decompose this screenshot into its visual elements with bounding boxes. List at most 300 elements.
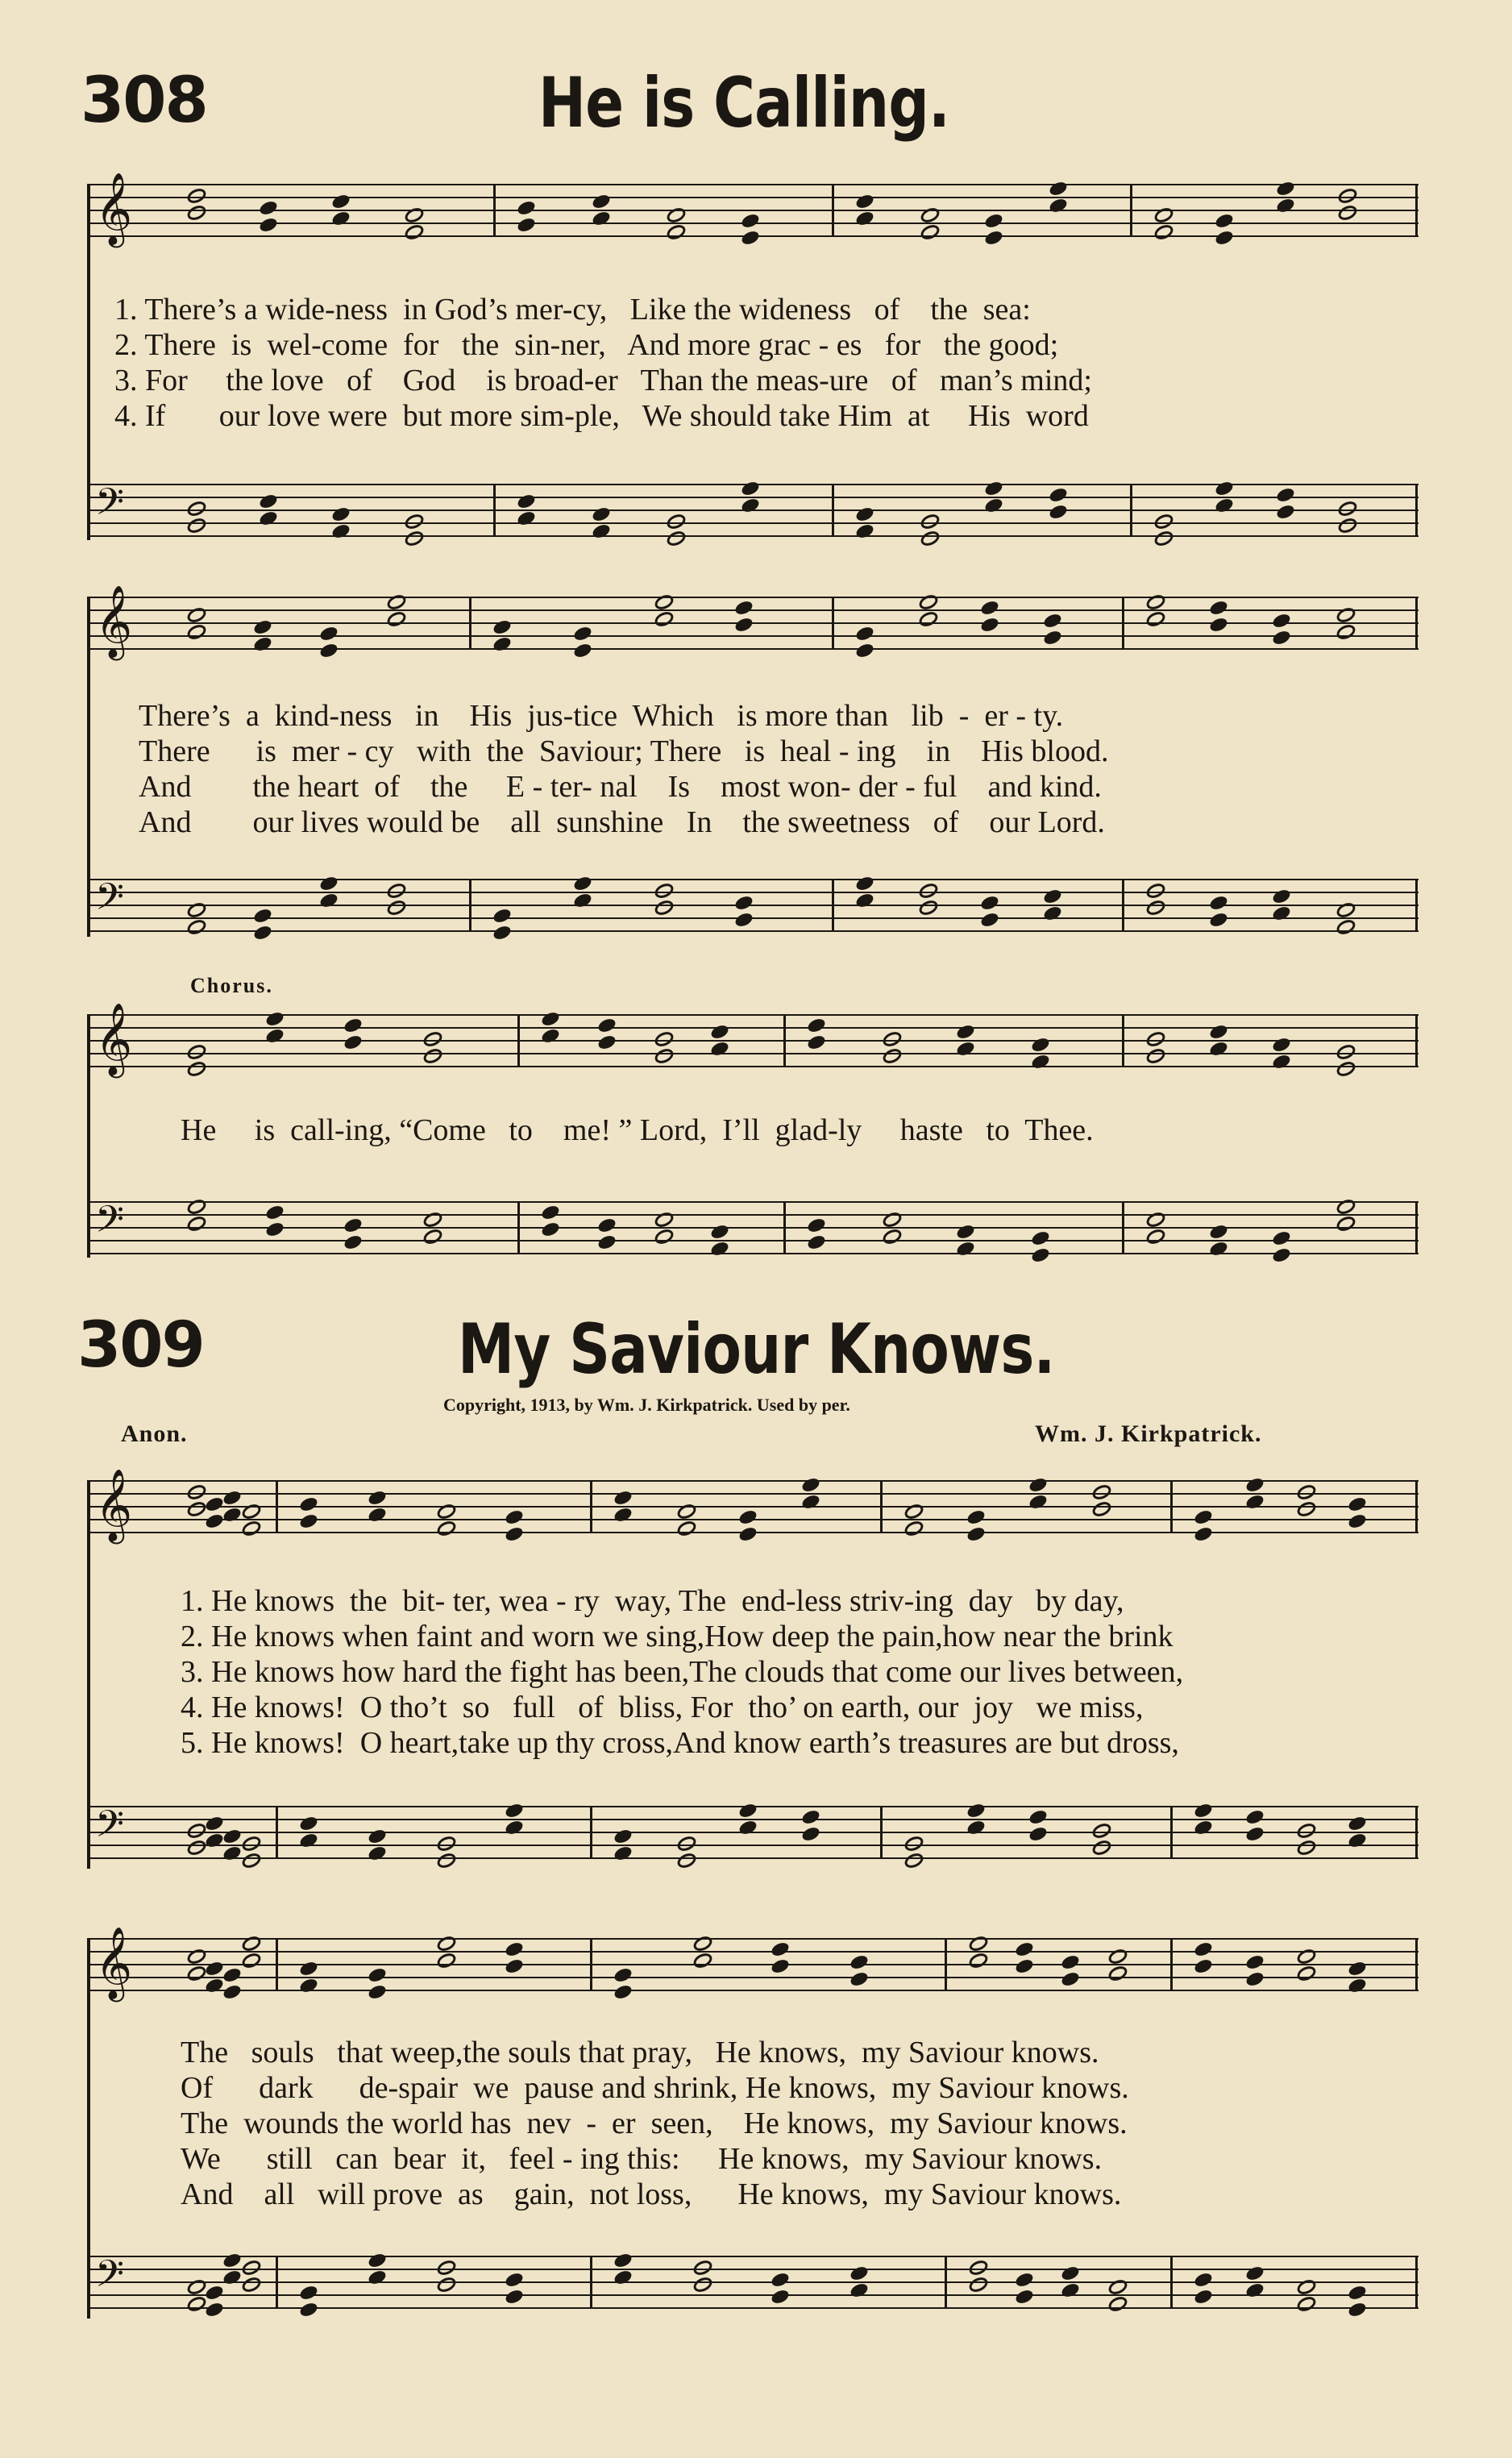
note-head — [1275, 486, 1296, 504]
note-head — [435, 1951, 459, 1971]
note-head — [1144, 881, 1168, 901]
note-head — [854, 210, 875, 227]
verse-2: There is mer - cy with the Saviour; There is heal - ing in His blood. — [139, 734, 1109, 768]
note-head — [252, 618, 273, 636]
bass-clef-icon: 𝄢 — [95, 1198, 125, 1250]
note-head — [185, 1214, 209, 1234]
note-head — [916, 898, 940, 918]
note-head — [504, 2288, 525, 2306]
note-head — [800, 1493, 821, 1511]
note-head — [258, 509, 279, 527]
note-head — [665, 223, 688, 243]
note-head — [252, 907, 273, 925]
note-head — [1271, 1053, 1292, 1071]
note-head — [1295, 1499, 1319, 1520]
note-head — [983, 212, 1004, 230]
note-head — [1014, 1940, 1035, 1958]
verse-2: 2. He knows when faint and worn we sing,How deep the pain,how near the brink — [181, 1620, 1173, 1653]
treble-clef-icon: 𝄞 — [95, 1469, 133, 1541]
note-head — [596, 1034, 617, 1051]
note-head — [903, 1851, 926, 1871]
note-head — [298, 1977, 319, 1994]
note-head — [1106, 1964, 1129, 1984]
note-head — [1336, 516, 1360, 536]
note-head — [343, 1017, 363, 1034]
note-head — [504, 1508, 525, 1526]
note-head — [572, 625, 593, 643]
note-head — [979, 911, 1000, 929]
note-head — [1030, 1036, 1051, 1054]
note-head — [1334, 1059, 1357, 1079]
note-head — [492, 907, 513, 925]
hymn-title: He is Calling. — [538, 63, 949, 143]
note-head — [966, 1508, 987, 1526]
note-head — [185, 917, 209, 938]
note-head — [919, 223, 942, 243]
note-head — [737, 1802, 758, 1820]
note-head — [967, 2258, 991, 2278]
note-head — [1193, 1819, 1214, 1836]
note-head — [252, 635, 273, 653]
note-head — [596, 1017, 617, 1034]
note-head — [435, 1851, 459, 1871]
note-head — [613, 1506, 633, 1524]
note-head — [770, 1957, 791, 1975]
note-head — [653, 1046, 676, 1067]
note-head — [770, 2288, 791, 2306]
note-head — [1153, 223, 1176, 243]
note-head — [613, 1983, 633, 2001]
note-head — [264, 1221, 285, 1238]
note-head — [770, 1940, 791, 1958]
note-head — [516, 509, 537, 527]
note-head — [849, 1953, 870, 1971]
author-credit: Anon. — [121, 1420, 188, 1447]
note-head — [298, 1495, 319, 1513]
note-head — [733, 599, 754, 617]
note-head — [185, 499, 209, 519]
note-head — [204, 1512, 225, 1530]
verse-4: And our lives would be all sunshine In the sweetness of our Lord. — [139, 805, 1105, 839]
note-head — [1208, 1240, 1229, 1258]
verse-1: 1. There’s a wide-ness in God’s mer-cy, Like the wideness of the sea: — [114, 293, 1031, 326]
note-head — [298, 1960, 319, 1978]
note-head — [540, 1221, 561, 1238]
note-head — [1271, 629, 1292, 647]
verse-5: And all will prove as gain, not loss, He knows, my Saviour knows. — [181, 2177, 1122, 2211]
note-head — [330, 505, 351, 523]
note-head — [1275, 503, 1296, 521]
note-head — [1208, 1023, 1229, 1041]
note-head — [740, 480, 761, 497]
note-head — [204, 1815, 225, 1832]
verse-1: There’s a kind-ness in His jus-tice Which is more than lib - er - ty. — [139, 699, 1064, 733]
note-head — [1208, 616, 1229, 634]
note-head — [1042, 612, 1063, 630]
treble-staff — [90, 1003, 1419, 1075]
note-head — [298, 1815, 319, 1832]
note-head — [613, 1489, 633, 1507]
note-head — [800, 1825, 821, 1843]
note-head — [854, 642, 875, 659]
note-head — [1060, 2265, 1081, 2282]
verse-4: We still can bear it, feel - ing this: He knows, my Saviour knows. — [181, 2142, 1103, 2176]
note-head — [572, 892, 593, 909]
note-head — [185, 1838, 209, 1858]
note-head — [435, 1519, 459, 1539]
note-head — [264, 1010, 285, 1028]
bass-clef-icon: 𝄢 — [95, 2252, 125, 2305]
note-head — [1271, 1229, 1292, 1247]
note-head — [1042, 905, 1063, 922]
note-head — [1271, 1036, 1292, 1054]
note-head — [880, 1046, 903, 1067]
note-head — [854, 625, 875, 643]
verse-1: The souls that weep,the souls that pray, He knows, my Saviour knows. — [181, 2036, 1099, 2069]
note-head — [1106, 2294, 1129, 2315]
note-head — [1271, 905, 1292, 922]
note-head — [222, 1845, 243, 1862]
note-head — [204, 2284, 225, 2302]
note-head — [1214, 212, 1235, 230]
note-head — [675, 1519, 698, 1539]
note-head — [983, 497, 1004, 514]
note-head — [979, 894, 1000, 912]
note-head — [806, 1017, 827, 1034]
note-head — [204, 1977, 225, 1994]
note-head — [653, 1029, 676, 1050]
note-head — [1030, 1246, 1051, 1264]
note-head — [222, 1983, 243, 2001]
note-head — [691, 2258, 714, 2278]
hymn-title: My Saviour Knows. — [458, 1309, 1055, 1390]
note-head — [343, 1217, 363, 1234]
note-head — [572, 642, 593, 659]
note-head — [330, 522, 351, 540]
note-head — [591, 210, 612, 227]
note-head — [1028, 1808, 1049, 1826]
note-head — [185, 1499, 209, 1520]
note-head — [264, 1204, 285, 1221]
treble-clef-icon: 𝄞 — [95, 1927, 133, 1999]
staff-system — [90, 1003, 1419, 1256]
note-head — [1275, 180, 1296, 198]
note-head — [204, 2301, 225, 2319]
note-head — [222, 1489, 243, 1507]
note-head — [983, 229, 1004, 247]
note-head — [367, 1845, 388, 1862]
note-head — [1208, 599, 1229, 617]
bass-clef-icon: 𝄢 — [95, 480, 125, 533]
note-head — [1048, 486, 1069, 504]
note-head — [1193, 1802, 1214, 1820]
note-head — [675, 1834, 698, 1854]
verse-2: 2. There is wel-come for the sin-ner, And more grac - es for the good; — [114, 328, 1059, 362]
note-head — [1295, 1483, 1319, 1503]
note-head — [806, 1217, 827, 1234]
note-head — [343, 1233, 363, 1251]
note-head — [185, 186, 209, 206]
note-head — [318, 892, 339, 909]
note-head — [1042, 629, 1063, 647]
note-head — [1271, 612, 1292, 630]
note-head — [653, 609, 676, 630]
note-head — [421, 1227, 444, 1247]
note-head — [492, 924, 513, 942]
note-head — [967, 2275, 991, 2295]
note-head — [185, 2294, 209, 2315]
note-head — [1347, 2284, 1368, 2302]
note-head — [258, 216, 279, 234]
verse-4: 4. He knows! O tho’t so full of bliss, For tho’ on earth, our joy we miss, — [181, 1691, 1144, 1724]
note-head — [1144, 898, 1168, 918]
note-head — [1060, 2281, 1081, 2299]
treble-staff — [90, 585, 1419, 658]
note-head — [1028, 1825, 1049, 1843]
note-head — [733, 911, 754, 929]
note-head — [1193, 1508, 1214, 1526]
note-head — [740, 229, 761, 247]
note-head — [185, 1059, 209, 1079]
note-head — [504, 1957, 525, 1975]
note-head — [367, 2269, 388, 2286]
note-head — [691, 2275, 714, 2295]
note-head — [1295, 2294, 1319, 2315]
note-head — [1014, 1957, 1035, 1975]
note-head — [1048, 197, 1069, 214]
note-head — [849, 1970, 870, 1988]
note-head — [1244, 1493, 1265, 1511]
chorus-lyric: He is call-ing, “Come to me! ” Lord, I’ll glad-ly haste to Thee. — [181, 1113, 1094, 1147]
note-head — [239, 1519, 263, 1539]
note-head — [185, 1964, 209, 1984]
note-head — [318, 875, 339, 892]
note-head — [1244, 2281, 1265, 2299]
note-head — [665, 529, 688, 549]
note-head — [854, 892, 875, 909]
note-head — [516, 493, 537, 510]
note-head — [1153, 512, 1176, 532]
note-head — [1144, 1046, 1168, 1067]
note-head — [492, 618, 513, 636]
note-head — [504, 1802, 525, 1820]
note-head — [318, 625, 339, 643]
treble-staff — [90, 1927, 1419, 1999]
note-head — [1244, 1476, 1265, 1494]
note-head — [903, 1834, 926, 1854]
note-head — [966, 1802, 987, 1820]
staff-system — [90, 1469, 1419, 1867]
chorus-label: Chorus. — [190, 974, 273, 997]
note-head — [264, 1027, 285, 1045]
verse-3: The wounds the world has nev - er seen, He knows, my Saviour knows. — [181, 2107, 1128, 2140]
note-head — [330, 193, 351, 210]
note-head — [979, 599, 1000, 617]
note-head — [596, 1217, 617, 1234]
note-head — [1030, 1053, 1051, 1071]
staff-system — [90, 1927, 1419, 2317]
note-head — [540, 1027, 561, 1045]
note-head — [1060, 1953, 1081, 1971]
note-head — [204, 1832, 225, 1849]
bass-clef-icon: 𝄢 — [95, 875, 125, 928]
note-head — [709, 1240, 730, 1258]
note-head — [800, 1476, 821, 1494]
note-head — [737, 1508, 758, 1526]
note-head — [403, 223, 426, 243]
note-head — [384, 609, 408, 630]
note-head — [222, 1828, 243, 1845]
note-head — [572, 875, 593, 892]
bass-staff — [90, 875, 1419, 930]
note-head — [691, 1951, 714, 1971]
treble-staff — [90, 1469, 1419, 1541]
note-head — [204, 1960, 225, 1978]
note-head — [516, 199, 537, 217]
note-head — [1193, 1940, 1214, 1958]
verse-2: Of dark de-spair we pause and shrink, He knows, my Saviour knows. — [181, 2071, 1129, 2105]
note-head — [740, 212, 761, 230]
note-head — [1271, 888, 1292, 905]
staff-system — [90, 173, 1419, 539]
note-head — [1193, 2288, 1214, 2306]
note-head — [1295, 1821, 1319, 1841]
note-head — [979, 616, 1000, 634]
note-head — [916, 881, 940, 901]
verse-1: 1. He knows the bit- ter, wea - ry way, The end-less striv-ing day by day, — [181, 1584, 1124, 1618]
note-head — [1014, 2271, 1035, 2289]
bass-staff — [90, 2252, 1419, 2307]
verse-5: 5. He knows! O heart,take up thy cross,And know earth’s treasures are but dross, — [181, 1726, 1179, 1760]
composer-credit: Wm. J. Kirkpatrick. — [1035, 1420, 1262, 1447]
note-head — [318, 642, 339, 659]
note-head — [849, 2281, 870, 2299]
note-head — [421, 1029, 444, 1050]
note-head — [1208, 1040, 1229, 1058]
note-head — [504, 1819, 525, 1836]
note-head — [653, 1227, 676, 1247]
note-head — [613, 1845, 633, 1862]
verse-3: 3. For the love of God is broad-er Than the meas-ure of man’s mind; — [114, 364, 1092, 397]
note-head — [1275, 197, 1296, 214]
note-head — [1214, 497, 1235, 514]
note-head — [298, 2301, 319, 2319]
note-head — [613, 1966, 633, 1984]
note-head — [1014, 2288, 1035, 2306]
note-head — [403, 512, 426, 532]
note-head — [1090, 1838, 1113, 1858]
note-head — [1208, 1223, 1229, 1241]
note-head — [849, 2265, 870, 2282]
note-head — [800, 1808, 821, 1826]
note-head — [1193, 1957, 1214, 1975]
note-head — [955, 1040, 976, 1058]
note-head — [185, 1042, 209, 1063]
note-head — [1347, 1832, 1368, 1849]
note-head — [222, 2252, 243, 2269]
note-head — [1144, 1227, 1168, 1247]
note-head — [1090, 1483, 1113, 1503]
note-head — [504, 2271, 525, 2289]
note-head — [854, 505, 875, 523]
note-head — [1244, 1825, 1265, 1843]
note-head — [239, 1951, 263, 1971]
note-head — [540, 1010, 561, 1028]
note-head — [384, 898, 408, 918]
note-head — [367, 1966, 388, 1984]
note-head — [298, 1512, 319, 1530]
note-head — [1334, 917, 1357, 938]
note-head — [737, 1525, 758, 1543]
note-head — [185, 516, 209, 536]
note-head — [252, 924, 273, 942]
note-head — [185, 622, 209, 643]
note-head — [1193, 1525, 1214, 1543]
note-head — [591, 193, 612, 210]
note-head — [367, 2252, 388, 2269]
note-head — [1208, 911, 1229, 929]
note-head — [367, 1489, 388, 1507]
note-head — [806, 1034, 827, 1051]
note-head — [770, 2271, 791, 2289]
note-head — [492, 635, 513, 653]
note-head — [1347, 2301, 1368, 2319]
note-head — [709, 1023, 730, 1041]
note-head — [1336, 203, 1360, 223]
note-head — [1347, 1977, 1368, 1994]
note-head — [854, 193, 875, 210]
note-head — [1244, 1970, 1265, 1988]
note-head — [1028, 1476, 1049, 1494]
note-head — [330, 210, 351, 227]
note-head — [1347, 1815, 1368, 1832]
note-head — [435, 2258, 459, 2278]
note-head — [1347, 1512, 1368, 1530]
bass-clef-icon: 𝄢 — [95, 1803, 125, 1855]
note-head — [239, 2258, 263, 2278]
note-head — [1028, 1493, 1049, 1511]
note-head — [806, 1233, 827, 1251]
note-head — [966, 1525, 987, 1543]
note-head — [591, 522, 612, 540]
note-head — [1334, 1214, 1357, 1234]
note-head — [343, 1034, 363, 1051]
treble-clef-icon: 𝄞 — [95, 173, 133, 245]
note-head — [367, 1983, 388, 2001]
hymn-number: 308 — [81, 64, 207, 137]
note-head — [1214, 229, 1235, 247]
note-head — [1244, 2265, 1265, 2282]
note-head — [1060, 1970, 1081, 1988]
note-head — [1347, 1495, 1368, 1513]
note-head — [903, 1519, 926, 1539]
note-head — [384, 881, 408, 901]
note-head — [204, 1495, 225, 1513]
note-head — [1334, 1042, 1357, 1063]
note-head — [955, 1223, 976, 1241]
note-head — [367, 1828, 388, 1845]
note-head — [1271, 1246, 1292, 1264]
note-head — [880, 1227, 903, 1247]
bass-staff — [90, 1803, 1419, 1857]
note-head — [1208, 894, 1229, 912]
note-head — [239, 1851, 263, 1871]
note-head — [653, 881, 676, 901]
copyright-notice: Copyright, 1913, by Wm. J. Kirkpatrick. Used by per. — [443, 1395, 850, 1415]
bass-staff — [90, 480, 1419, 535]
treble-staff — [90, 173, 1419, 245]
note-head — [591, 505, 612, 523]
